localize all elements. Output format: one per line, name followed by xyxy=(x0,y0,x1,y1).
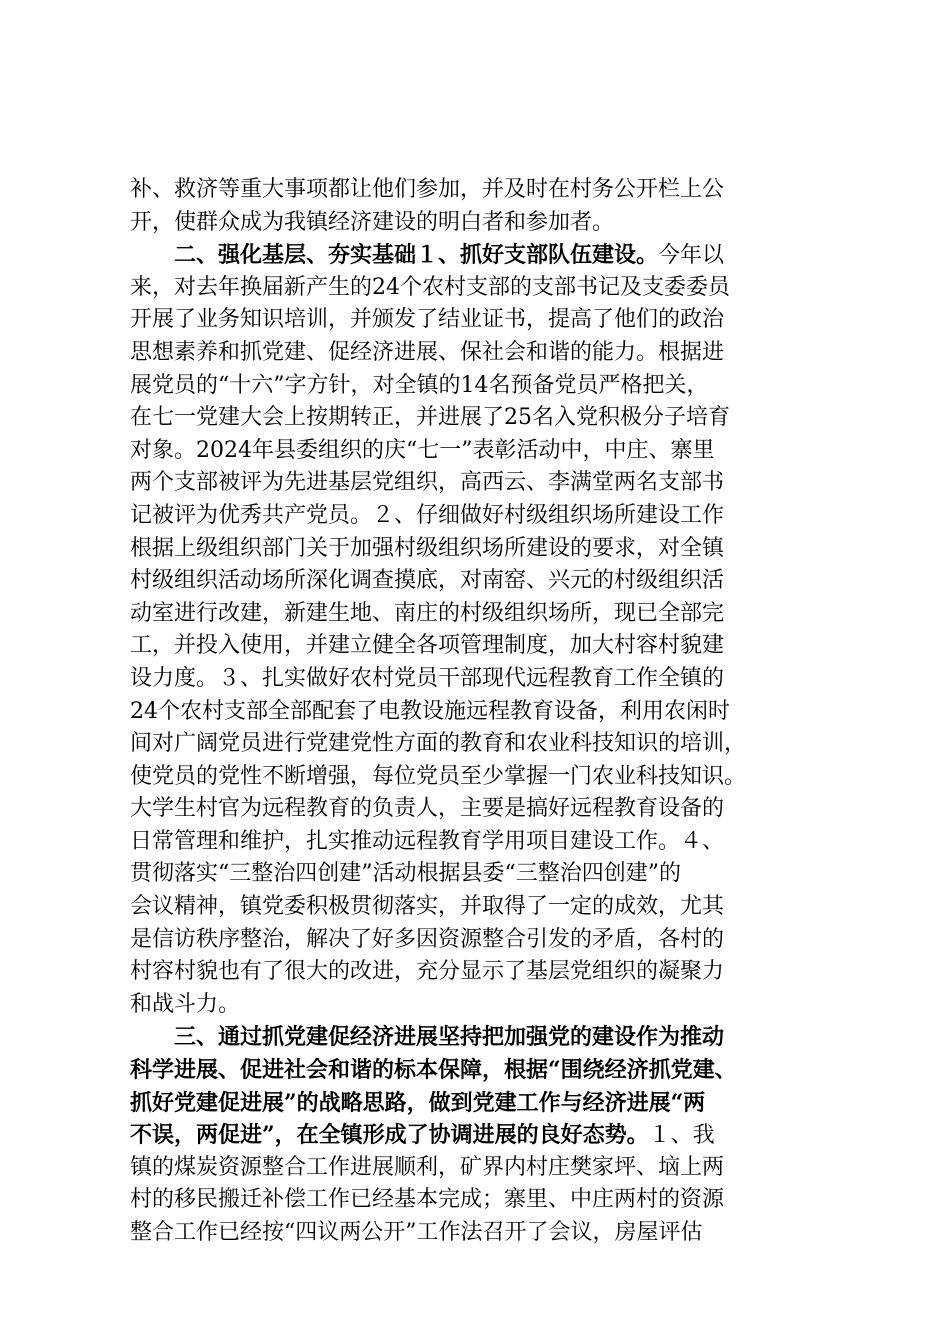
paragraph-text: 日常管理和维护，扎实推动远程教育学用项目建设工作。４、 xyxy=(130,828,725,854)
text-line xyxy=(130,467,830,500)
text-line xyxy=(130,1152,830,1185)
heading-text: 三、通过抓党建促经济进展坚持把加强党的建设作为推动 xyxy=(174,1024,725,1051)
text-line xyxy=(130,826,830,859)
paragraph-text: 根据上级组织部门关于加强村级组织场所建设的要求，对全镇 xyxy=(130,535,725,561)
text-line xyxy=(130,598,830,631)
text-line xyxy=(130,565,830,598)
paragraph-text: 使党员的党性不断增强，每位党员至少掌握一门农业科技知识。 xyxy=(130,763,747,789)
heading-text: 科学进展、促进社会和谐的标本保障，根据“围绕经济抓党建、 xyxy=(130,1057,737,1084)
paragraph-text: 间对广阔党员进行党建党性方面的教育和农业科技知识的培训， xyxy=(130,731,747,757)
paragraph-text: 大学生村官为远程教育的负责人，主要是搞好远程教育设备的 xyxy=(130,796,725,822)
heading-text: 二、强化基层、夯实基础１、抓好支部队伍建设。 xyxy=(174,242,659,269)
paragraph-text: 整合工作已经按“四议两公开”工作法召开了会议，房屋评估 xyxy=(130,1220,703,1245)
paragraph-text: 镇的煤炭资源整合工作进展顺利，矿界内村庄樊家坪、垴上两 xyxy=(130,1154,725,1180)
paragraph-text: 设力度。３、扎实做好农村党员干部现代远程教育工作全镇的 xyxy=(130,665,725,691)
paragraph-text: 在七一党建大会上按期转正，并进展了25名入党积极分子培育 xyxy=(130,405,730,431)
paragraph-text: 对象。2024年县委组织的庆“七一”表彰活动中，中庄、寨里 xyxy=(130,437,715,463)
body-text xyxy=(130,174,830,1250)
text-line xyxy=(130,304,830,337)
text-line xyxy=(130,630,830,663)
text-line xyxy=(130,370,830,403)
text-line xyxy=(130,207,830,240)
paragraph-text: 动室进行改建，新建生地、南庄的村级组织场所，现已全部完 xyxy=(130,600,725,626)
text-line xyxy=(130,728,830,761)
text-line xyxy=(130,663,830,696)
text-line xyxy=(130,1021,830,1054)
paragraph-text: 思想素养和抓党建、促经济进展、保社会和谐的能力。根据进 xyxy=(130,339,725,365)
text-line xyxy=(130,402,830,435)
paragraph-text: 开，使群众成为我镇经济建设的明白者和参加者。 xyxy=(130,209,615,235)
paragraph-text: 展党员的“十六”字方针，对全镇的14名预备党员严格把关， xyxy=(130,372,709,398)
text-line xyxy=(130,435,830,468)
text-line xyxy=(130,1184,830,1217)
paragraph-text: 工，并投入使用，并建立健全各项管理制度，加大村容村貌建 xyxy=(130,633,725,659)
paragraph-text: １、我 xyxy=(648,1123,715,1149)
paragraph-text: 村的移民搬迁补偿工作已经基本完成；寨里、中庄两村的资源 xyxy=(130,1187,725,1213)
text-line xyxy=(130,337,830,370)
text-line xyxy=(130,924,830,957)
paragraph-text: 记被评为优秀共产党员。２、仔细做好村级组织场所建设工作 xyxy=(130,502,725,528)
heading-text: 不误，两促进”，在全镇形成了协调进展的良好态势。 xyxy=(130,1122,649,1149)
text-line xyxy=(130,696,830,729)
text-line xyxy=(130,500,830,533)
text-line xyxy=(130,1087,830,1120)
text-line xyxy=(130,793,830,826)
paragraph-text: 村级组织活动场所深化调查摸底，对南窑、兴元的村级组织活 xyxy=(130,568,725,594)
paragraph-text: 和战斗力。 xyxy=(130,991,241,1017)
text-line xyxy=(130,761,830,794)
paragraph-text: 补、救济等重大事项都让他们参加，并及时在村务公开栏上公 xyxy=(130,177,725,202)
paragraph-text: 贯彻落实“三整治四创建”活动根据县委“三整治四创建”的 xyxy=(130,861,681,887)
text-line xyxy=(130,1054,830,1087)
paragraph-text: 会议精神，镇党委积极贯彻落实，并取得了一定的成效，尤其 xyxy=(130,894,725,920)
text-line xyxy=(130,272,830,305)
paragraph-text: 村容村貌也有了很大的改进，充分显示了基层党组织的凝聚力 xyxy=(130,959,725,985)
text-line xyxy=(130,1217,830,1250)
paragraph-text: 来，对去年换届新产生的24个农村支部的支部书记及支委委员 xyxy=(130,274,730,300)
text-line xyxy=(130,533,830,566)
text-line xyxy=(130,891,830,924)
text-line xyxy=(130,956,830,989)
text-line xyxy=(130,1119,830,1152)
text-line xyxy=(130,239,830,272)
heading-text: 抓好党建促进展”的战略思路，做到党建工作与经济进展“两 xyxy=(130,1089,706,1116)
text-line xyxy=(130,858,830,891)
paragraph-text: 是信访秩序整治，解决了好多因资源整合引发的矛盾，各村的 xyxy=(130,926,725,952)
paragraph-text: 开展了业务知识培训，并颁发了结业证书，提高了他们的政治 xyxy=(130,307,725,333)
paragraph-text: 两个支部被评为先进基层党组织，高西云、李满堂两名支部书 xyxy=(130,470,725,496)
paragraph-text: 今年以 xyxy=(658,243,725,269)
text-line xyxy=(130,989,830,1022)
paragraph-text: 24个农村支部全部配套了电教设施远程教育设备，利用农闲时 xyxy=(130,698,730,724)
text-line xyxy=(130,174,830,207)
